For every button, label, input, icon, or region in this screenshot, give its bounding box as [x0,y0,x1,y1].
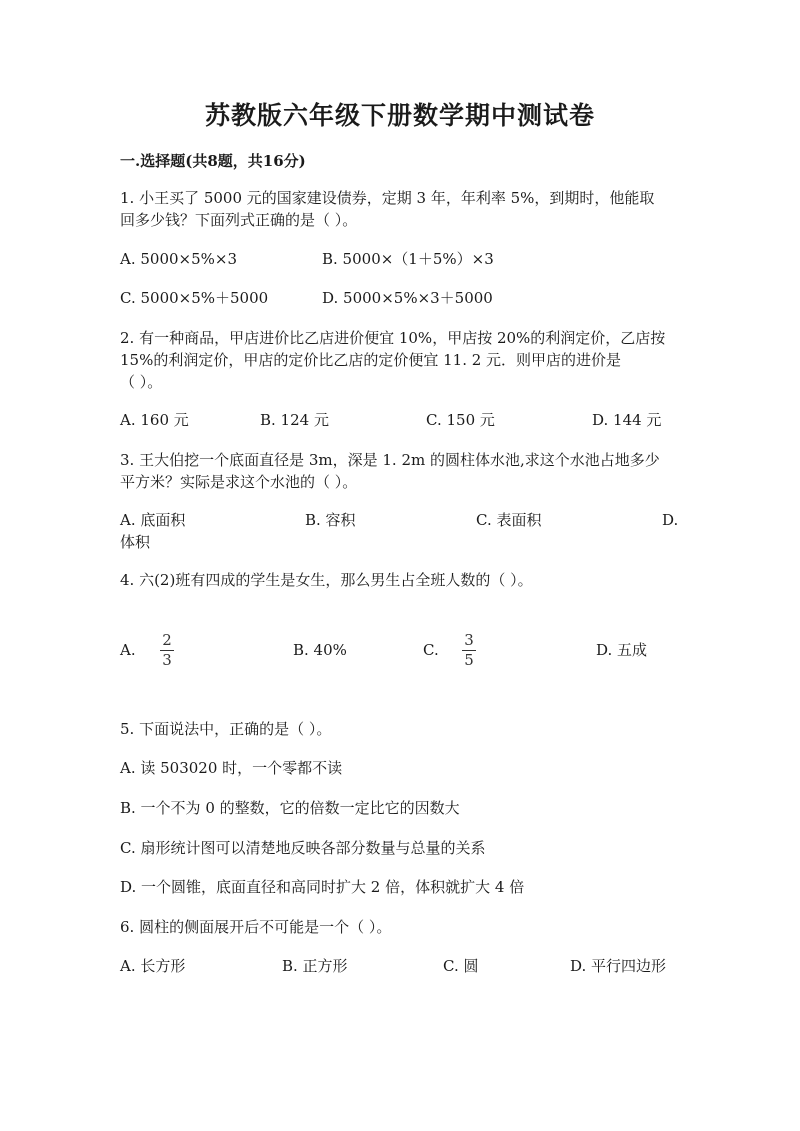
q4-option-c-fraction [462,632,476,669]
q2-option-c[interactable]: C. 150 元 [426,411,495,429]
q2-option-d[interactable]: D. 144 元 [592,411,662,429]
q5-option-d[interactable]: D. 一个圆锥，底面直径和高同时扩大 2 倍，体积就扩大 4 倍 [120,878,525,896]
q4-stem-line1: 4. 六(2)班有四成的学生是女生，那么男生占全班人数的（ ）。 [120,571,533,589]
section-heading: 一.选择题(共8题，共16分) [120,152,306,170]
q5-stem-line1: 5. 下面说法中，正确的是（ ）。 [120,720,332,738]
q6-option-d[interactable]: D. 平行四边形 [570,957,667,975]
q1-stem-line2: 回多少钱？下面列式正确的是（ ）。 [120,211,358,229]
fraction-numerator: 2 [162,631,172,649]
q6-option-a[interactable]: A. 长方形 [120,957,186,975]
q5-option-c[interactable]: C. 扇形统计图可以清楚地反映各部分数量与总量的关系 [120,839,486,857]
page-title: 苏教版六年级下册数学期中测试卷 [204,101,595,130]
q2-stem-line3: （ ）。 [120,373,163,391]
q2-stem-line1: 2. 有一种商品，甲店进价比乙店进价便宜 10%，甲店按 20%的利润定价，乙店按 [120,329,666,347]
q6-stem-line1: 6. 圆柱的侧面展开后不可能是一个（ ）。 [120,918,392,936]
fraction-denominator: 5 [464,651,474,669]
q3-option-a[interactable]: A. 底面积 [120,511,186,529]
q2-stem-line2: 15%的利润定价，甲店的定价比乙店的定价便宜 11. 2 元．则甲店的进价是 [120,351,622,369]
q3-option-b[interactable]: B. 容积 [305,511,356,529]
q4-option-c[interactable]: C. [423,641,439,659]
q1-option-d[interactable]: D. 5000×5%×3＋5000 [322,289,493,307]
q6-option-c[interactable]: C. 圆 [443,957,479,975]
fraction-numerator: 3 [464,631,474,649]
q4-option-a[interactable]: A. [120,641,136,659]
q3-option-d[interactable]: D. [662,511,679,529]
q3-stem-line2: 平方米？实际是求这个水池的（ ）。 [120,473,358,491]
q1-option-a[interactable]: A. 5000×5%×3 [120,250,238,268]
q4-option-a-fraction [160,632,174,669]
q1-option-b[interactable]: B. 5000×（1＋5%）×3 [322,250,494,268]
fraction-denominator: 3 [162,651,172,669]
q3-option-d-continued: 体积 [120,533,151,551]
q6-option-b[interactable]: B. 正方形 [282,957,348,975]
q4-option-b[interactable]: B. 40% [293,641,347,659]
q2-option-a[interactable]: A. 160 元 [120,411,189,429]
q5-option-b[interactable]: B. 一个不为 0 的整数，它的倍数一定比它的因数大 [120,799,460,817]
q5-option-a[interactable]: A. 读 503020 时，一个零都不读 [120,759,343,777]
q3-stem-line1: 3. 王大伯挖一个底面直径是 3m，深是 1. 2m 的圆柱体水池,求这个水池占地多少 [120,451,660,469]
q1-stem-line1: 1. 小王买了 5000 元的国家建设债券，定期 3 年，年利率 5%，到期时，他能取 [120,189,655,207]
q3-option-c[interactable]: C. 表面积 [476,511,542,529]
q1-option-c[interactable]: C. 5000×5%＋5000 [120,289,269,307]
q2-option-b[interactable]: B. 124 元 [260,411,329,429]
q4-option-d[interactable]: D. 五成 [596,641,648,659]
